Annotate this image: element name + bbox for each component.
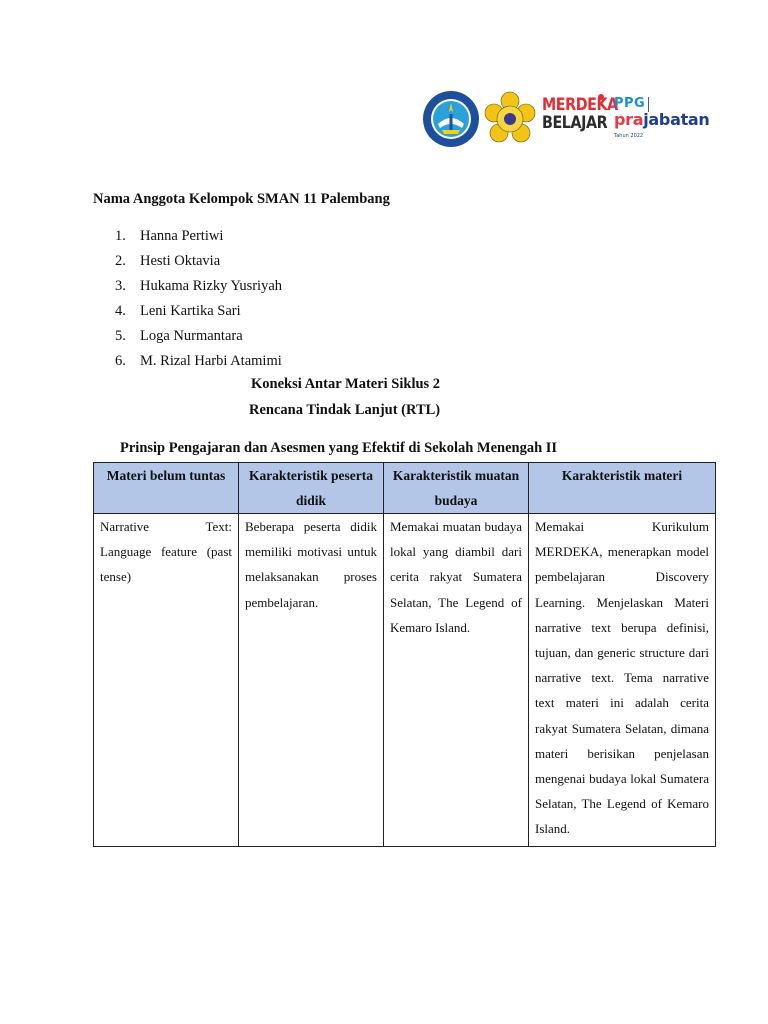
kemdikbud-logo-icon (422, 90, 480, 148)
list-number: 3. (115, 278, 126, 295)
ppg-year: Tahun 2022 (614, 133, 644, 139)
pra-text: pra (614, 110, 644, 129)
section-subtitle-rtl: Rencana Tindak Lanjut (RTL) (249, 402, 441, 418)
rtl-table (93, 462, 716, 847)
ppg-text: PPG (614, 96, 646, 111)
table-cell: Memakai Kurikulum MERDEKA, menerapkan model pembelajaran Discovery Learning. Menjelaskan Materi narrative text berupa definisi, tujuan, dan generic structure dari narrative text. Tema narrative text materi ini adalah cerita rakyat Sumatera Selatan, dimana materi berisikan penjelasan mengenai budaya lokal Sumatera Selatan, The Legend of Kemaro Island. (529, 514, 716, 847)
member-name: Hesti Oktavia (140, 253, 221, 270)
member-name: M. Rizal Harbi Atamimi (140, 353, 282, 370)
list-number: 1. (115, 228, 126, 244)
table-header-row (94, 463, 716, 514)
column-header: Materi belum tuntas (94, 463, 239, 514)
belajar-text: BELAJAR (542, 113, 608, 133)
list-number: 6. (115, 353, 126, 370)
column-header: Karakteristik peserta didik (239, 463, 384, 514)
member-name: Hukama Rizky Yusriyah (140, 278, 283, 295)
merdeka-belajar-logo (542, 95, 618, 144)
section-title: Koneksi Antar Materi Siklus 2 (251, 376, 441, 392)
merdeka-text: MERDEKA (542, 95, 618, 115)
table-cell: Beberapa peserta didik memiliki motivasi untuk melaksanakan proses pembelajaran. (239, 514, 384, 847)
group-heading: Nama Anggota Kelompok SMAN 11 Palembang (93, 191, 390, 207)
ppg-prajabatan-logo (614, 96, 710, 148)
logo-bar (416, 88, 710, 152)
column-header: Karakteristik muatan budaya (384, 463, 529, 514)
member-name: Loga Nurmantara (140, 328, 243, 345)
prajabatan-text (614, 110, 710, 129)
member-name: Hanna Pertiwi (140, 228, 224, 244)
member-name: Leni Kartika Sari (140, 303, 241, 320)
table-cell: Memakai muatan budaya lokal yang diambil dari cerita rakyat Sumatera Selatan, The Legend of Kemaro Island. (384, 514, 529, 847)
list-number: 5. (115, 328, 126, 345)
university-logo-icon (484, 91, 536, 147)
table-caption: Prinsip Pengajaran dan Asesmen yang Efektif di Sekolah Menengah II (120, 440, 558, 456)
column-header: Karakteristik materi (529, 463, 716, 514)
table-row (94, 514, 716, 847)
list-number: 4. (115, 303, 126, 320)
list-number: 2. (115, 253, 126, 270)
jabatan-text: jabatan (643, 110, 710, 129)
table-cell: Narrative Text: Language feature (past tense) (94, 514, 239, 847)
